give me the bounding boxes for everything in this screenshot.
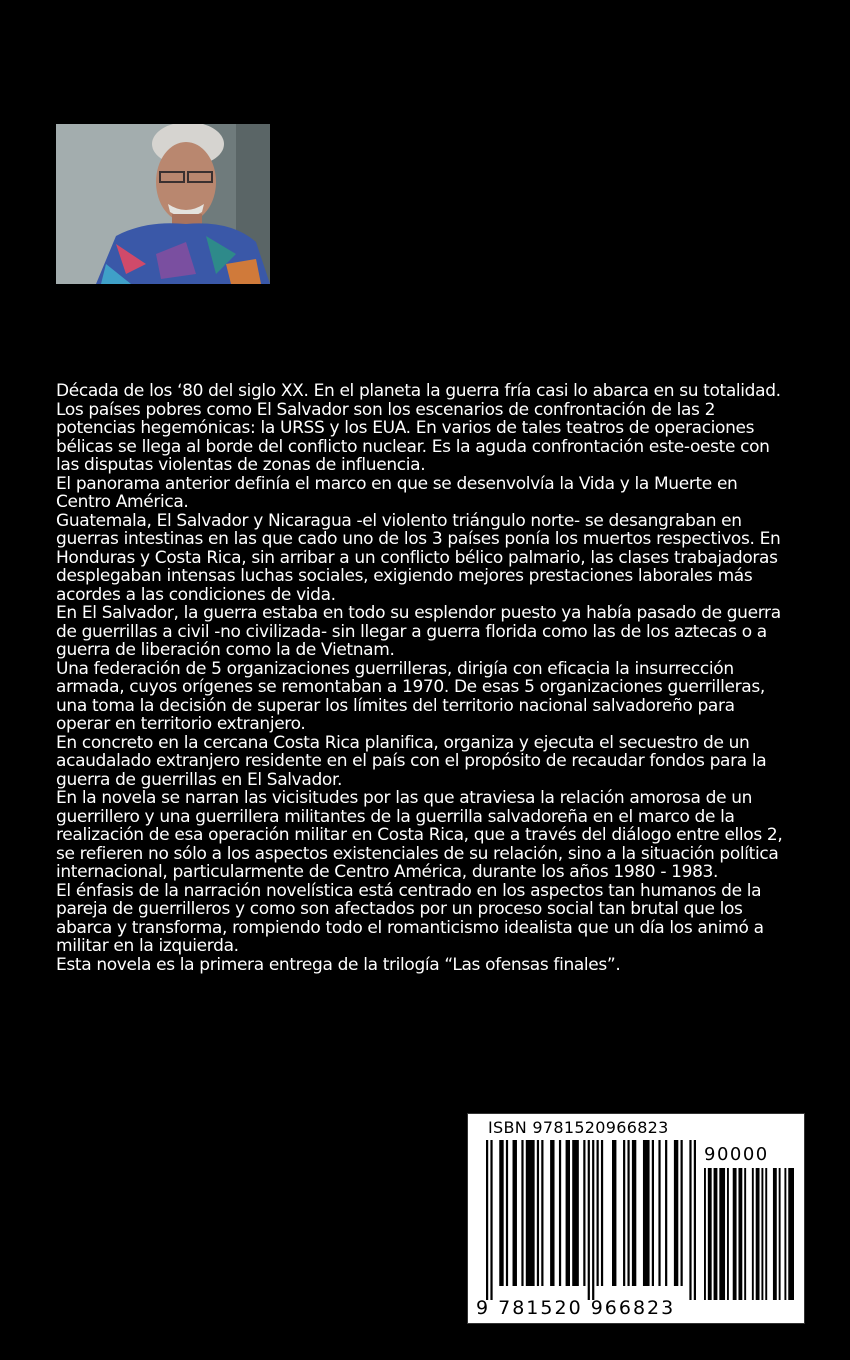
barcode-bar (704, 1168, 706, 1300)
barcode-bar (506, 1140, 508, 1286)
barcode-bar (765, 1168, 767, 1300)
barcode-bar (566, 1140, 570, 1286)
barcode-bar (490, 1140, 492, 1300)
barcode-bar (632, 1140, 636, 1286)
addon-barcode-bars (704, 1168, 794, 1300)
barcode-bar (719, 1168, 725, 1300)
barcode-bar (623, 1140, 625, 1286)
barcode-bar (627, 1140, 629, 1286)
barcode-bar (521, 1140, 523, 1286)
blurb-paragraph: Una federación de 5 organizaciones guerrilleras, dirigía con eficacia la insurrección armada, cuyos orígenes se remontaban a 1970. De esas 5 organizaciones guerrilleras, una toma la decisión de superar los límites del territorio nacional salvadoreño para operar en territorio extranjero. (56, 658, 765, 734)
blurb-paragraph: En concreto en la cercana Costa Rica planifica, organiza y ejecuta el secuestro de un acaudalado extranjero residente en el país con el propósito de recaudar fondos para la guerra de guerrillas en El Salvador. (56, 732, 767, 790)
barcode-bar (550, 1140, 554, 1286)
barcode-bar (779, 1168, 781, 1300)
isbn-barcode (467, 1113, 805, 1324)
barcode-bar (583, 1140, 585, 1286)
barcode-bar (681, 1140, 683, 1286)
barcode-bar (784, 1168, 786, 1300)
author-portrait-image (56, 124, 270, 284)
blurb-paragraph: Década de los ‘80 del siglo XX. En el planeta la guerra fría casi lo abarca en su totalidad. Los países pobres como El Salvador son los escenarios de confrontación de las 2 potencias hegemónicas: la URSS y los EUA. En varios de tales teatros de operaciones bélicas se llega al borde del conflicto nuclear. Es la aguda confrontación este-oeste con las disputas violentas de zonas de influencia. (56, 381, 781, 475)
barcode-bar (572, 1140, 579, 1286)
barcode-bar (658, 1140, 660, 1286)
barcode-bar (674, 1140, 678, 1286)
author-photo (56, 124, 270, 284)
barcode-bar (513, 1140, 517, 1286)
barcode-bar (597, 1140, 599, 1286)
barcode-bar (773, 1168, 777, 1300)
barcode-bar (643, 1140, 650, 1286)
barcode-bar (486, 1140, 488, 1300)
barcode-bar (592, 1140, 594, 1300)
blurb-paragraph: El énfasis de la narración novelística está centrado en los aspectos tan humanos de la pareja de guerrilleros y como son afectados por un proceso social tan brutal que los abarca y transforma, rompiendo todo el romanticismo idealista que un día los animó a militar en la izquierda. (56, 880, 764, 956)
barcode-bar (601, 1140, 603, 1286)
blurb-paragraph: Esta novela es la primera entrega de la trilogía “Las ofensas finales”. (56, 954, 621, 975)
barcode-bar (752, 1168, 754, 1300)
barcode-bar (559, 1140, 561, 1286)
blurb-paragraph: El panorama anterior definía el marco en que se desenvolvía la Vida y la Muerte en Centro América. (56, 473, 738, 512)
barcode-bar (756, 1168, 760, 1300)
barcode-bar (588, 1140, 590, 1300)
blurb-paragraph: En El Salvador, la guerra estaba en todo su esplendor puesto ya había pasado de guerra de guerrillas a civil -no civilizada- sin llegar a guerra florida como las de los aztecas o a guerra de liberación como la de Vietnam. (56, 603, 781, 660)
barcode-bar (499, 1140, 503, 1286)
price-code: 90000 (704, 1144, 769, 1165)
barcode-bar (541, 1140, 543, 1286)
barcode-bar (708, 1168, 712, 1300)
main-barcode-bars (486, 1140, 696, 1300)
barcode-bar (652, 1140, 654, 1286)
barcode-bar (694, 1140, 696, 1300)
back-cover-blurb (56, 382, 786, 974)
isbn-label: ISBN 9781520966823 (488, 1118, 669, 1137)
barcode-bar (738, 1168, 742, 1300)
barcode-bar (689, 1140, 691, 1300)
barcode-bar (665, 1140, 667, 1286)
barcode-bar (761, 1168, 763, 1300)
barcode-bar (612, 1140, 616, 1286)
barcode-bar (744, 1168, 746, 1300)
barcode-bar (733, 1168, 737, 1300)
blurb-paragraph: En la novela se narran las vicisitudes por las que atraviesa la relación amorosa de un guerrillero y una guerrillera militantes de la guerrilla salvadoreña en el marco de la realización de esa operación militar en Costa Rica, que a través del diálogo entre ellos 2, se refieren no sólo a los aspectos existenciales de su relación, sino a la situación política internacional, particularmente de Centro América, durante los años 1980 - 1983. (56, 788, 783, 882)
barcode-bar (727, 1168, 729, 1300)
barcode-bar (526, 1140, 535, 1286)
barcode-bar (788, 1168, 794, 1300)
isbn-digits: 9 781520 966823 (476, 1297, 676, 1319)
barcode-bar (537, 1140, 539, 1286)
blurb-paragraph: Guatemala, El Salvador y Nicaragua -el violento triángulo norte- se desangraban en guerras intestinas en las que cado uno de los 3 países ponía los muertos respectivos. En Honduras y Costa Rica, sin arribar a un conflicto bélico palmario, las clases trabajadoras desplegaban intensas luchas sociales, exigiendo mejores prestaciones laborales más acordes a las condiciones de vida. (56, 510, 781, 605)
barcode-bar (714, 1168, 718, 1300)
